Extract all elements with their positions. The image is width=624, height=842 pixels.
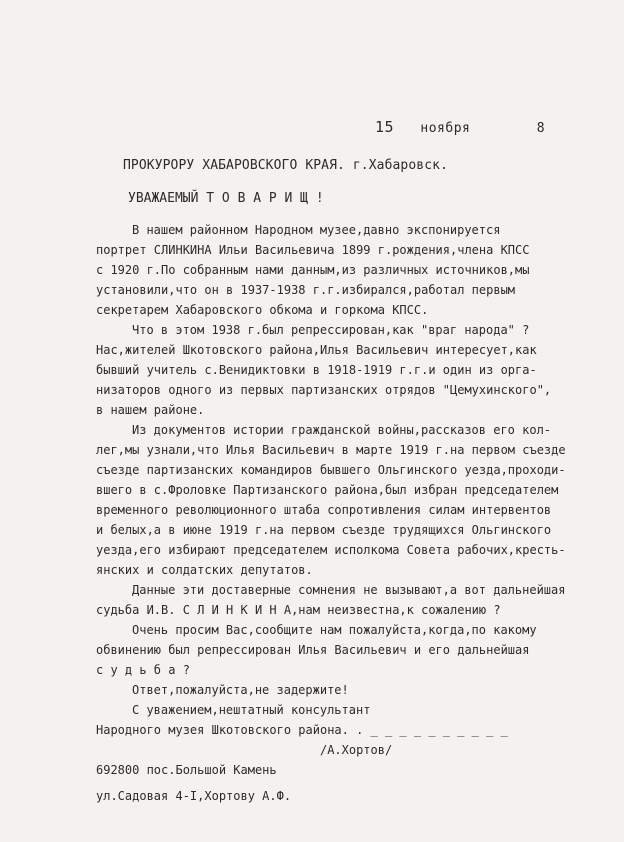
body-line: бывший учитель с.Венидиктовки в 1918-1919 г.г.и один из орга- <box>96 363 537 377</box>
body-line: Народного музея Шкотовского района. . _ _ _ _ _ _ _ _ _ _ <box>96 723 508 737</box>
body-line: и белых,а в июне 1919 г.на первом съезде трудящихся Ольгинского <box>96 523 552 537</box>
date-year-fragment: 8 <box>536 121 546 136</box>
body-line: янских и солдатских депутатов. <box>96 563 313 577</box>
body-line: в нашем районе. <box>96 403 205 417</box>
body-line: с у д ь б а ? <box>96 663 190 677</box>
body-line: низаторов одного из первых партизанских отрядов "Цемухинского", <box>96 383 552 397</box>
date-day: 15 <box>375 118 395 136</box>
body-line: Нас,жителей Шкотовского района,Илья Васильевич интересует,как <box>96 343 537 357</box>
body-line: временного революционного штаба сопротивления силам интервентов <box>96 503 552 517</box>
body-line: уезда,его избирают председателем исполкома Совета рабочих,кресть- <box>96 543 566 557</box>
body-line: вшего в с.Фроловке Партизанского района,был избран председателем <box>96 483 559 497</box>
date-month: ноября <box>420 121 471 136</box>
body-line: обвинению был репрессирован Илья Васильевич и его дальнейшая <box>96 643 530 657</box>
letter-date <box>375 118 545 136</box>
body-line: лег,мы узнали,что Илья Васильевич в марте 1919 г.на первом съезде <box>96 443 566 457</box>
body-line: секретарем Хабаровского обкома и горкома КПСС. <box>96 303 429 317</box>
body-line: /А.Хортов/ <box>96 743 393 757</box>
body-line: съезде партизанских командиров бывшего Ольгинского уезда,проходи- <box>96 463 566 477</box>
body-line: установили,что он в 1937-1938 г.г.избирался,работал первым <box>96 283 516 297</box>
greeting-line: УВАЖАЕМЫЙ Т О В А Р И Щ ! <box>128 191 324 206</box>
body-line: с 1920 г.По собранным нами данным,из различных источников,мы <box>96 263 530 277</box>
address-line-2: ул.Садовая 4-I,Хортову А.Ф. <box>96 789 292 803</box>
body-line: Что в этом 1938 г.был репрессирован,как "враг народа" ? <box>132 323 530 337</box>
addressee-line: ПРОКУРОРУ ХАБАРОВСКОГО КРАЯ. г.Хабаровск. <box>123 158 448 173</box>
letter-body <box>96 220 596 760</box>
body-line: судьба И.В. С Л И Н К И Н А,нам неизвестна,к сожалению ? <box>96 603 501 617</box>
body-line: Ответ,пожалуйста,не задержите! <box>132 683 349 697</box>
body-line: В нашем районном Народном музее,давно экспонируется <box>132 223 501 237</box>
body-line: Очень просим Вас,сообщите нам пожалуйста,когда,по какому <box>132 623 537 637</box>
body-line: С уважением,нештатный консультант <box>132 703 371 717</box>
body-line: портрет СЛИНКИНА Ильи Васильевича 1899 г.рождения,члена КПСС <box>96 243 530 257</box>
body-line: Из документов истории гражданской войны,рассказов его кол- <box>132 423 552 437</box>
body-line: Данные эти доставерные сомнения не вызывают,а вот дальнейшая <box>132 583 566 597</box>
address-line-1: 692800 пос.Большой Камень <box>96 763 277 777</box>
sender-address <box>96 757 291 809</box>
